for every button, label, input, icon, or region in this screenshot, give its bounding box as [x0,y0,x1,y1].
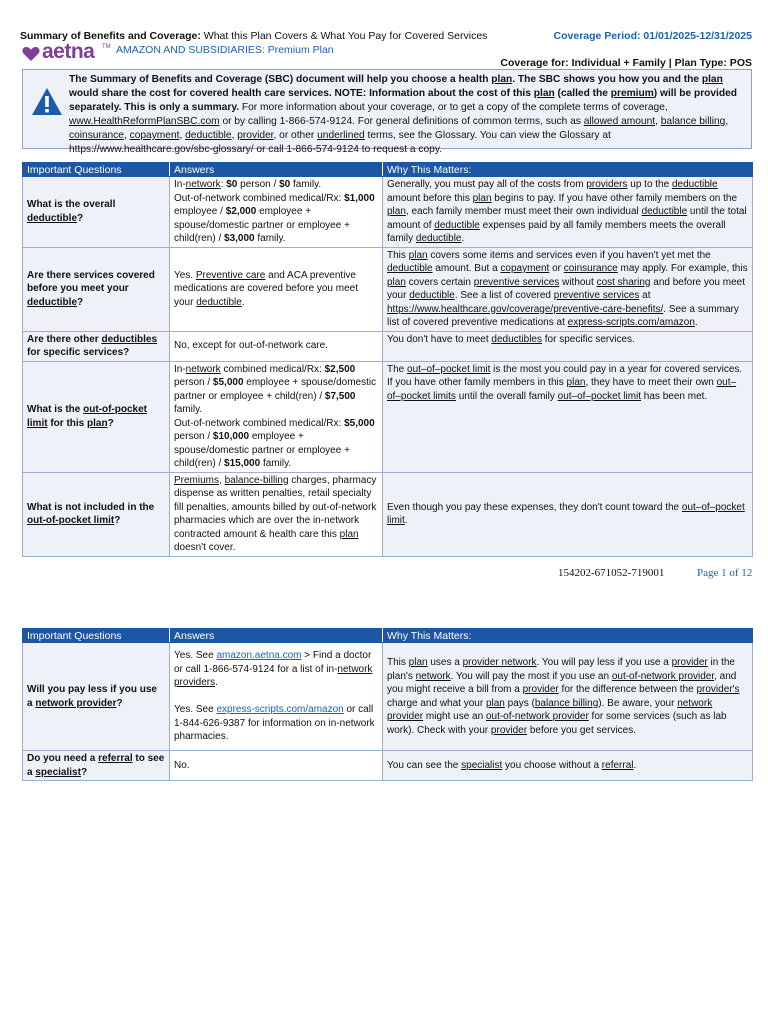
why-cell: Generally, you must pay all of the costs from providers up to the deductible amount before this plan begins to pay. If you have other family members on the plan, each family member must meet their own individual deductible until the total amount of deductible expenses paid by all family members meets the overall family deductible. [383,177,753,248]
table-row [23,177,753,248]
why-cell: This plan uses a provider network. You will pay less if you use a provider in the plan's network. You will pay the most if you use an out-of-network provider, and you might receive a bill from a provider for the difference between the provider's charge and what your plan pays (balance billing). Be aware, your network provider might use an out-of-network provider for some services (such as lab work). Check with your provider before you get services. [383,643,753,751]
question-cell: Are there services covered before you meet your deductible? [23,247,170,331]
header-important-questions: Important Questions [23,163,170,177]
document-id: 154202-671052-719001 [558,567,665,579]
why-cell: Even though you pay these expenses, they don't count toward the out–of–pocket limit. [383,472,753,556]
header-answers: Answers [170,163,383,177]
document-header [20,30,752,70]
table-row [23,361,753,472]
important-questions-table-continued [22,628,753,781]
coverage-for: Coverage for: Individual + Family | Plan Type: POS [500,57,752,69]
question-cell: Will you pay less if you use a network provider? [23,643,170,751]
preventive-care-link[interactable]: https://www.healthcare.gov/coverage/preventive-care-benefits/ [387,303,664,315]
answer-cell: In-network: $0 person / $0 family. Out-of-network combined medical/Rx: $1,000 employee / $2,000 employee + spouse/domestic partner or employee + child(ren) / $3,000 family. [170,177,383,248]
heart-icon [22,46,40,62]
sbc-website-link[interactable]: www.HealthReformPlanSBC.com [69,116,220,127]
question-cell: Are there other deductibles for specific services? [23,331,170,361]
table-row [23,751,753,781]
express-scripts-link[interactable]: express-scripts.com/amazon [216,704,344,716]
answer-cell: Premiums, balance-billing charges, pharmacy dispense as written penalties, retail specialty fill penalties, amounts billed by out-of-network pharmacies which are over the in-network contracted amount & health care this plan doesn't cover. [170,472,383,556]
answer-cell: No. [170,751,383,781]
aetna-logo [22,42,112,64]
why-cell: This plan covers some items and services even if you haven't yet met the deductible amount. But a copayment or coinsurance may apply. For example, this plan covers certain preventive services without cost sharing and before you meet your deductible. See a list of covered preventive services at https://www.healthcare.gov/coverage/preventive-care-benefits/. See a summary list of covered preventive medications at express-scripts.com/amazon. [383,247,753,331]
answer-cell: Yes. See amazon.aetna.com > Find a doctor or call 1-866-574-9124 for a list of in-network providers. Yes. See express-scripts.com/amazon or call 1-844-626-9387 for information on in-network pharmacies. [170,643,383,751]
table-header-row [23,163,753,177]
important-questions-table [22,162,753,557]
logo-wordmark: aetna [42,40,95,63]
amazon-aetna-link[interactable]: amazon.aetna.com [216,650,302,662]
header-important-questions: Important Questions [23,629,170,643]
question-cell: What is the overall deductible? [23,177,170,248]
table-header-row [23,629,753,643]
table-row [23,331,753,361]
warning-icon [29,84,65,120]
question-cell: What is not included in the out-of-pocket limit? [23,472,170,556]
header-why-this-matters: Why This Matters: [383,629,753,643]
notice-text: The Summary of Benefits and Coverage (SBC) document will help you choose a health plan. The SBC shows you how you and the plan would share the cost for covered health care services. NOTE: Information about the cost of this plan (called the premium) will be provided separately. This is only a summary. For more information about your coverage, or to get a copy of the complete terms of coverage, www.HealthReformPlanSBC.com or by calling 1-866-574-9124. For general definitions of common terms, such as allowed amount, balance billing, coinsurance, copayment, deductible, provider, or other underlined terms, see the Glossary. You can view the Glossary at https://www.healthcare.gov/sbc-glossary/ or call 1-866-574-9124 to request a copy. [69,74,738,155]
answer-cell: No, except for out-of-network care. [170,331,383,361]
why-cell: The out–of–pocket limit is the most you could pay in a year for covered services. If you have other family members in this plan, they have to meet their own out– of–pocket limits until the overall family out–of–pocket limit has been met. [383,361,753,472]
coverage-period: Coverage Period: 01/01/2025-12/31/2025 [553,30,752,42]
question-cell: What is the out-of-pocket limit for this plan? [23,361,170,472]
document-title: Summary of Benefits and Coverage: What this Plan Covers & What You Pay for Covered Services [20,30,488,42]
why-cell: You can see the specialist you choose without a referral. [383,751,753,781]
why-cell: You don't have to meet deductibles for specific services. [383,331,753,361]
question-cell: Do you need a referral to see a specialist? [23,751,170,781]
answer-cell: In-network combined medical/Rx: $2,500 person / $5,000 employee + spouse/domestic partner or employee + child(ren) / $7,500 family. Out-of-network combined medical/Rx: $5,000 person / $10,000 employee + spouse/domestic partner or employee + child(ren) / $15,000 family. [170,361,383,472]
header-answers: Answers [170,629,383,643]
table-row [23,643,753,751]
company-plan-name: AMAZON AND SUBSIDIARIES: Premium Plan [116,44,334,56]
logo-trademark: TM [102,44,111,50]
table-row [23,472,753,556]
table-row [23,247,753,331]
sbc-notice [22,69,752,155]
express-scripts-link[interactable]: express-scripts.com/amazon [567,317,695,328]
header-why-this-matters: Why This Matters: [383,163,753,177]
answer-cell: Yes. Preventive care and ACA preventive medications are covered before you meet your deductible. [170,247,383,331]
page-number: Page 1 of 12 [697,567,753,579]
